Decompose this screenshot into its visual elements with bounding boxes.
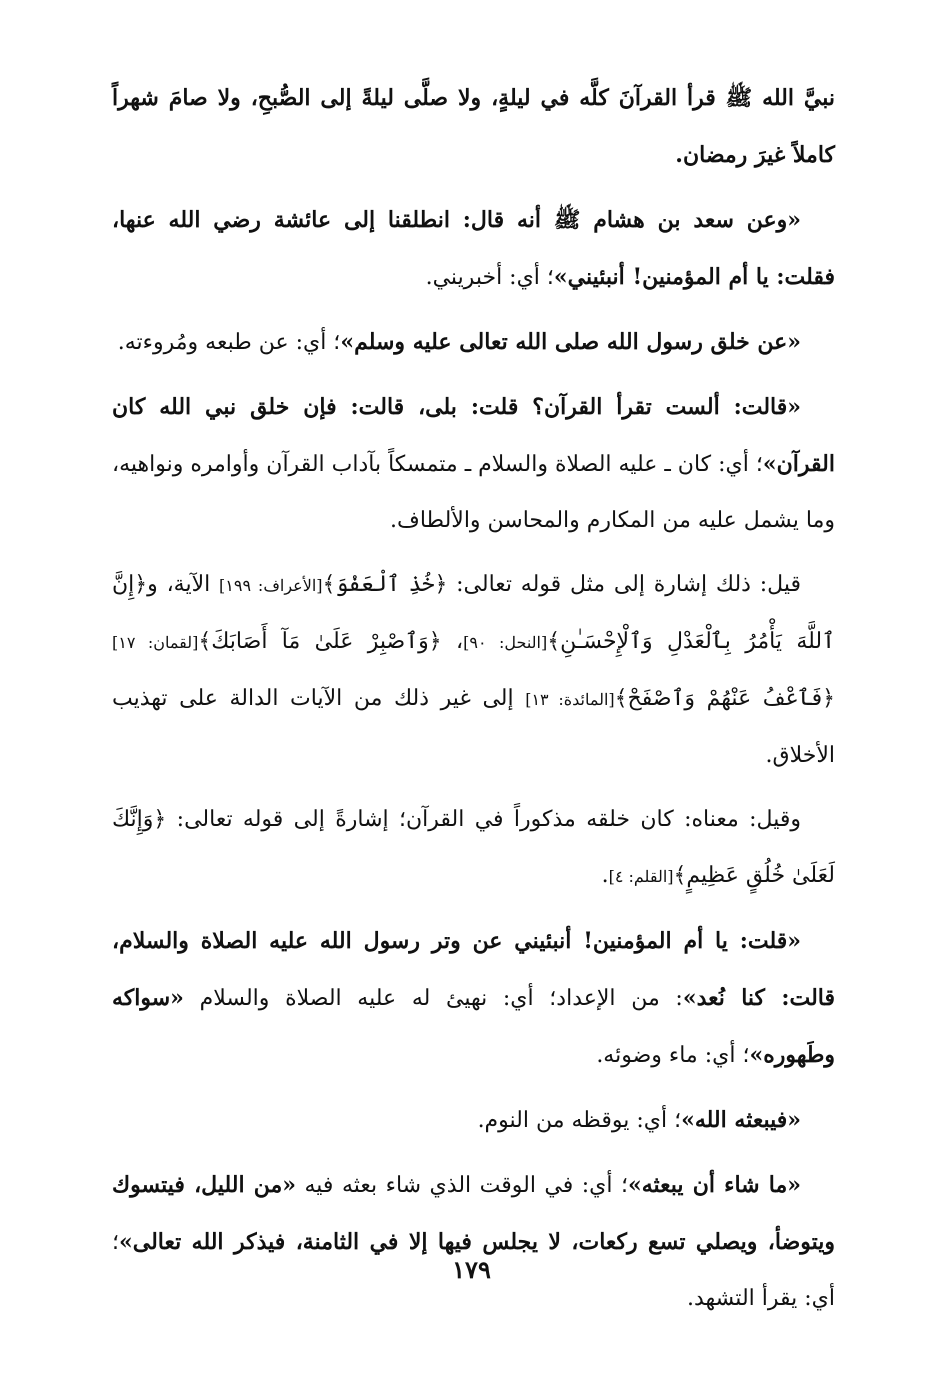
- commentary-text: ؛ أي: أخبريني.: [425, 265, 554, 290]
- verse-reference: [لقمان: ١٧]: [112, 633, 199, 652]
- quran-verse: ﴿وَإِنَّكَ لَعَلَىٰ خُلُقٍ عَظِيمٍ﴾: [112, 807, 835, 888]
- paragraph-8: [112, 1092, 835, 1149]
- commentary-text: ؛ أي: كان ـ عليه الصلاة والسلام ـ متمسكاً بآداب القرآن وأوامره ونواهيه، وما يشمل عليه من المكارم والمحاسن والألطاف.: [112, 452, 835, 533]
- verse-reference: [الأعراف: ١٩٩]: [219, 576, 323, 595]
- commentary-text: ،: [441, 629, 464, 654]
- paragraph-1: [112, 70, 835, 184]
- commentary-text: وقيل: معناه: كان خلقه مذكوراً في القرآن؛ إشارةً إلى قوله تعالى:: [166, 807, 801, 832]
- verse-reference: [النحل: ٩٠]: [463, 633, 548, 652]
- quran-verse: ﴿خُذِ ٱلْعَفْوَ﴾: [322, 572, 448, 597]
- hadith-text: نبيَّ الله ﷺ قرأ القرآنَ كلَّه في ليلةٍ، ولا صلَّى ليلةً إلى الصُّبحِ، ولا صامَ شهراً كاملاً غيرَ رمضان.: [112, 85, 835, 168]
- verse-reference: [القلم: ٤]: [608, 867, 674, 886]
- commentary-text: قيل: ذلك إشارة إلى مثل قوله تعالى:: [447, 572, 801, 597]
- text-body: [112, 70, 835, 1327]
- paragraph-4: [112, 379, 835, 549]
- hadith-text: «وعن سعد بن هشام ﷺ أنه قال: انطلقنا إلى عائشة رضي الله عنها، فقلت: يا أم المؤمنين! أنبئيني»: [112, 207, 835, 290]
- quran-verse: ﴿فَٱعْفُ عَنْهُمْ وَٱصْفَحْ﴾: [614, 686, 835, 711]
- page-number: ١٧٩: [452, 1255, 491, 1284]
- hadith-text: «فيبعثه الله»: [681, 1107, 801, 1133]
- commentary-text: ؛ أي: عن طبعه ومُروءته.: [117, 330, 341, 355]
- quran-verse: ﴿وَٱصْبِرْ عَلَىٰ مَآ أَصَابَكَ﴾: [198, 629, 442, 654]
- hadith-text: «قلت: يا أم المؤمنين! أنبئيني عن وتر رسول الله عليه الصلاة والسلام، قالت: كنا نُعد»: [112, 928, 835, 1011]
- commentary-text: ؛ أي: ماء وضوئه.: [596, 1043, 750, 1068]
- commentary-text: ؛ أي: يقرأ التشهد.: [112, 1230, 835, 1311]
- paragraph-2: [112, 192, 835, 306]
- paragraph-6: [112, 792, 835, 905]
- verse-reference: [المائدة: ١٣]: [525, 690, 615, 709]
- hadith-text: «ما شاء أن يبعثه»: [627, 1172, 801, 1198]
- paragraph-5: [112, 557, 835, 784]
- commentary-text: ؛ أي: في الوقت الذي شاء بعثه فيه: [296, 1173, 628, 1198]
- commentary-text: .: [601, 863, 609, 888]
- paragraph-9: [112, 1157, 835, 1327]
- hadith-text: «من الليل، فيتسوك ويتوضأ، ويصلي تسع ركعات، لا يجلس فيها إلا في الثامنة، فيذكر الله تعالى»: [112, 1172, 835, 1255]
- quran-verse: ﴿إِنَّ ٱللَّهَ يَأْمُرُ بِٱلْعَدْلِ وَٱلْإِحْسَـٰنِ﴾: [112, 572, 835, 654]
- hadith-text: «قالت: ألست تقرأ القرآن؟ قلت: بلى، قالت: فإن خلق نبي الله كان القرآن»: [112, 394, 835, 477]
- commentary-text: : من الإعداد؛ أي: نهيئ له عليه الصلاة والسلام: [183, 986, 683, 1011]
- hadith-text: «عن خلق رسول الله صلى الله تعالى عليه وسلم»: [340, 329, 801, 355]
- commentary-text: ؛ أي: يوقظه من النوم.: [477, 1108, 682, 1133]
- commentary-text: الآية، و: [147, 572, 220, 597]
- paragraph-3: [112, 314, 835, 371]
- paragraph-7: [112, 913, 835, 1084]
- commentary-text: إلى غير ذلك من الآيات الدالة على تهذيب الأخلاق.: [112, 686, 835, 768]
- hadith-text: «سواكه وطَهوره»: [112, 985, 835, 1068]
